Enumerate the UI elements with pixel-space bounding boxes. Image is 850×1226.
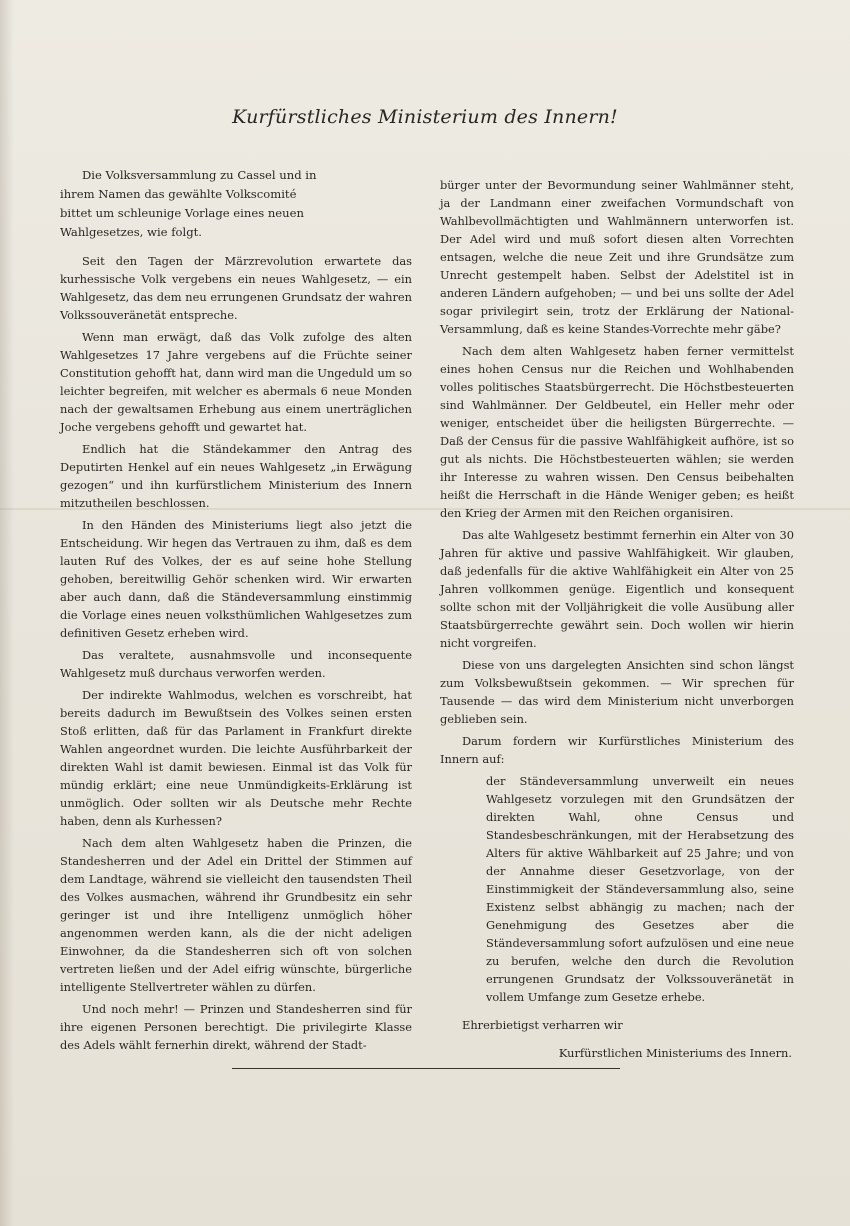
right-paragraph-5: Darum fordern wir Kurfürstliches Ministerium des Innern auf: — [440, 734, 794, 766]
intro-paragraph: Die Volksversammlung zu Cassel und in ihrem Namen das gewählte Volkscomité bittet um schleunige Vorlage eines neuen Wahlgesetzes, wie folgt. — [60, 168, 317, 239]
left-column — [60, 166, 412, 1058]
left-paragraph-6: Der indirekte Wahlmodus, welchen es vorschreibt, hat bereits dadurch im Bewußtsein des Volkes seinen ersten Stoß erlitten, daß für das Parlament in Frankfurt direkte Wahlen angeordnet wurden. Die leichte Ausführbarkeit der direkten Wahl ist damit bewiesen. Einmal ist das Volk für mündig erklärt; eine neue Unmündigkeits-Erklärung ist unmöglich. Oder sollten wir als Deutsche mehr Rechte haben, denn als Kurhessen? — [60, 688, 412, 828]
left-paragraph-8: Und noch mehr! — Prinzen und Standesherren sind für ihre eigenen Personen berechtigt. Die privilegirte Klasse des Adels wählt fernerhin direkt, während der Stadt- — [60, 1002, 412, 1052]
left-paragraph-4: In den Händen des Ministeriums liegt also jetzt die Entscheidung. Wir hegen das Vertrauen zu ihm, daß es dem lauten Ruf des Volkes, der es auf seine hohe Stellung gehoben, bereitwillig Gehör schenken wird. Wir erwarten aber auch dann, daß die Ständeversammlung einstimmig die Vorlage eines neuen volksthümlichen Wahlgesetzes zum definitiven Gesetz erheben wird. — [60, 518, 412, 640]
right-paragraph-3: Das alte Wahlgesetz bestimmt fernerhin ein Alter von 30 Jahren für aktive und passive Wahlfähigkeit. Wir glauben, daß jedenfalls für die aktive Wahlfähigkeit ein Alter von 25 Jahren vollkommen genüge. Eigentlich und konsequent sollte schon mit der Volljährigkeit die volle Ausübung aller Staatsbürgerrechte gewährt sein. Doch wollen wir hierin nicht vorgreifen. — [440, 528, 794, 650]
right-column — [440, 176, 794, 1062]
right-paragraph-1: bürger unter der Bevormundung seiner Wahlmänner steht, ja der Landmann einer zweifachen Vormundschaft von Wahlbevollmächtigten und Wahlmännern unterworfen ist. Der Adel wird und muß sofort diesen alten Vorrechten entsagen, welche die neue Zeit und ihre Grundsätze zum Unrecht gestempelt haben. Selbst der Adelstitel ist in anderen Ländern aufgehoben; — und bei uns sollte der Adel sogar privilegirt sein, trotz der Erklärung der National-Versammlung, daß es keine Standes-Vorrechte mehr gäbe? — [440, 178, 794, 336]
paper-edge-shadow — [0, 0, 14, 1226]
right-paragraph-4: Diese von uns dargelegten Ansichten sind schon längst zum Volksbewußtsein gekommen. — Wir sprechen für Tausende — das wird dem Ministerium nicht unverborgen geblieben sein. — [440, 658, 794, 726]
signature-line: Kurfürstlichen Ministeriums des Innern. — [558, 1046, 792, 1060]
left-paragraph-1: Seit den Tagen der Märzrevolution erwartete das kurhessische Volk vergebens ein neues Wahlgesetz, — ein Wahlgesetz, das dem neu errungenen Grundsatz der wahren Volkssouveränetät entspreche. — [60, 254, 412, 322]
demands-block: der Ständeversammlung unverweilt ein neues Wahlgesetz vorzulegen mit den Grundsätzen der direkten Wahl, ohne Census und Standesbeschränkungen, mit der Herabsetzung des Alters für aktive Wählbarkeit auf 25 Jahre; und von der Annahme dieser Gesetzvorlage, von der Einstimmigkeit der Ständeversammlung also, seine Existenz selbst abhängig zu machen; nach der Genehmigung des Gesetzes aber die Ständeversammlung sofort aufzulösen und eine neue zu berufen, welche den durch die Revolution errungenen Grundsatz der Volkssouveränetät in vollem Umfange zum Gesetze erhebe. — [486, 774, 794, 1004]
left-paragraph-2: Wenn man erwägt, daß das Volk zufolge des alten Wahlgesetzes 17 Jahre vergebens auf die Früchte seiner Constitution gehofft hat, dann wird man die Ungeduld um so leichter begreifen, mit welcher es abermals 6 neue Monden nach der gewaltsamen Erhebung aus einem unerträglichen Joche vergebens gehofft und gewartet hat. — [60, 330, 412, 434]
closing-line: Ehrerbietigst verharren wir — [462, 1018, 623, 1032]
bottom-rule — [232, 1068, 620, 1069]
right-paragraph-2: Nach dem alten Wahlgesetz haben ferner vermittelst eines hohen Census nur die Reichen und Wohlhabenden volles politisches Staatsbürgerrecht. Die Höchstbesteuerten sind Wahlmänner. Der Geldbeutel, ein Heller mehr oder weniger, entscheidet über die heiligsten Bürgerrechte. — Daß der Census für die passive Wahlfähigkeit aufhöre, ist so gut als nichts. Die Höchstbesteuerten wählen; sie werden ihr Interesse zu wahren wissen. Den Census beibehalten heißt die Herrschaft in die Hände Weniger geben; es heißt den Krieg der Armen mit den Reichen organisiren. — [440, 344, 794, 520]
document-title: Kurfürstliches Ministerium des Innern! — [232, 106, 618, 128]
left-paragraph-3: Endlich hat die Ständekammer den Antrag des Deputirten Henkel auf ein neues Wahlgesetz „in Erwägung gezogen“ und ihn kurfürstlichem Ministerium des Innern mitzutheilen beschlossen. — [60, 442, 412, 510]
left-paragraph-5: Das veraltete, ausnahmsvolle und inconsequente Wahlgesetz muß durchaus verworfen werden. — [60, 648, 412, 680]
left-paragraph-7: Nach dem alten Wahlgesetz haben die Prinzen, die Standesherren und der Adel ein Drittel der Stimmen auf dem Landtage, während sie vielleicht den tausendsten Theil des Volkes ausmachen, während ihr Grundbesitz ein sehr geringer ist und ihre Intelligenz unmöglich höher angenommen werden kann, als die der nicht adeligen Einwohner, da die Standesherren sich oft von solchen vertreten ließen und der Adel eifrig wünschte, bürgerliche intelligente Stellvertreter wählen zu dürfen. — [60, 836, 412, 994]
